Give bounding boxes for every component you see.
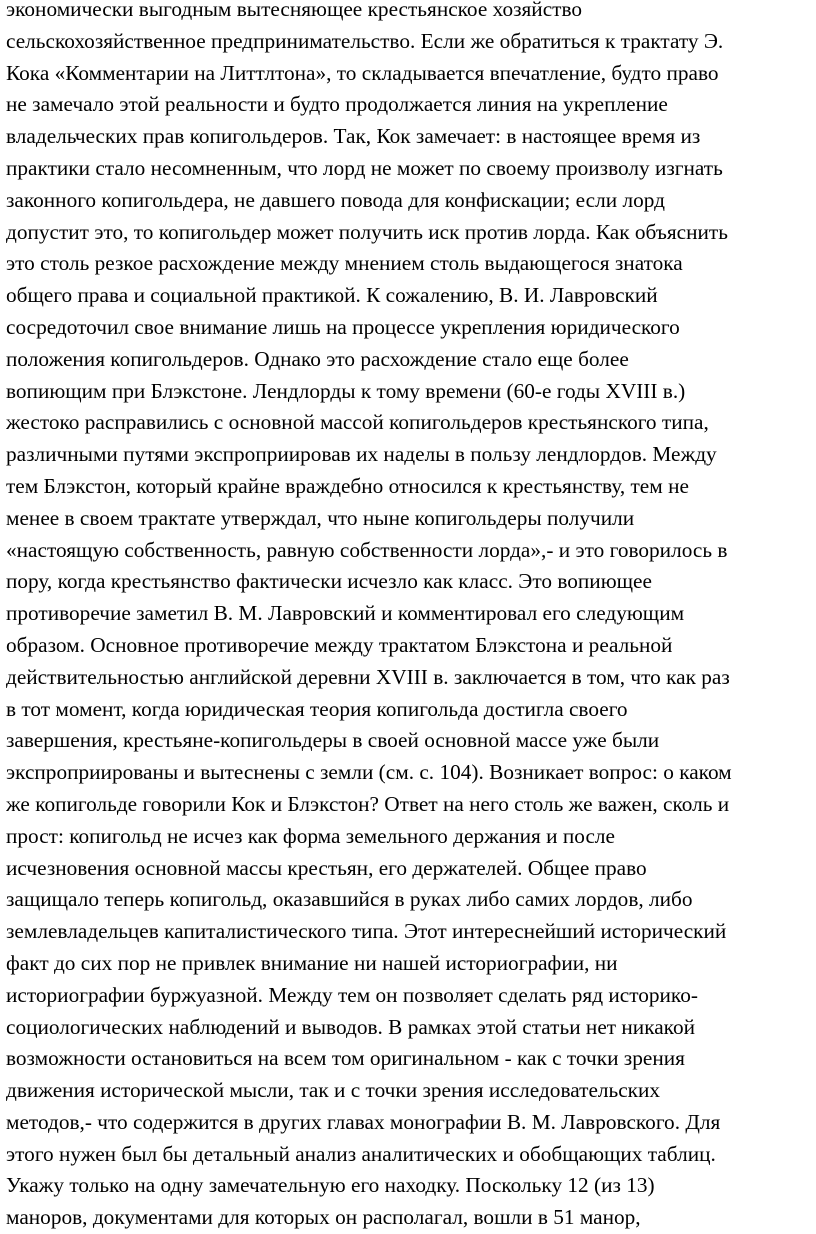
text-line: положения копигольдеров. Однако это расхождение стало еще более [6, 346, 629, 371]
text-line: это столь резкое расхождение между мнением столь выдающегося знатока [6, 251, 683, 276]
text-line: вопиющим при Блэкстоне. Лендлорды к тому времени (60-е годы XVIII в.) [6, 378, 686, 403]
text-line: же копигольде говорили Кок и Блэкстон? Ответ на него столь же важен, сколь и [6, 791, 730, 816]
text-line: допустит это, то копигольдер может получить иск против лорда. Как объяснить [6, 219, 728, 244]
text-line: общего права и социальной практикой. К сожалению, В. И. Лавровский [6, 283, 658, 308]
text-line: практики стало несомненным, что лорд не может по своему произволу изгнать [6, 155, 723, 180]
text-line: различными путями экспроприировав их наделы в пользу лендлордов. Между [6, 442, 717, 467]
text-line: движения исторической мысли, так и с точки зрения исследовательских [6, 1078, 661, 1103]
text-line: сельскохозяйственное предпринимательство. Если же обратиться к трактату Э. [6, 28, 724, 53]
text-line: маноров, документами для которых он располагал, вошли в 51 манор, [6, 1205, 641, 1230]
text-line: исчезновения основной массы крестьян, его держателей. Общее право [6, 855, 647, 880]
text-line: завершения, крестьяне-копигольдеры в своей основной массе уже были [6, 728, 660, 753]
text-line: методов,- что содержится в других главах монографии В. М. Лавровского. Для [6, 1109, 721, 1134]
text-line: пору, когда крестьянство фактически исчезло как класс. Это вопиющее [6, 569, 652, 594]
text-line: землевладельцев капиталистического типа. Этот интереснейший исторический [6, 919, 727, 944]
text-line: защищало теперь копигольд, оказавшийся в руках либо самих лордов, либо [6, 887, 693, 912]
text-line: менее в своем трактате утверждал, что ныне копигольдеры получили [6, 505, 635, 530]
text-line: законного копигольдера, не давшего повода для конфискации; если лорд [6, 187, 665, 212]
text-line: экономически выгодным вытесняющее крестьянское хозяйство [6, 0, 583, 21]
text-line: действительностью английской деревни XVIII в. заключается в том, что как раз [6, 664, 730, 689]
text-line: факт до сих пор не привлек внимание ни нашей историографии, ни [6, 950, 618, 975]
text-line: экспроприированы и вытеснены с земли (см. с. 104). Возникает вопрос: о каком [6, 760, 732, 785]
text-line: Кока «Комментарии на Литтлтона», то складывается впечатление, будто право [6, 60, 719, 85]
text-line: не замечало этой реальности и будто продолжается линия на укрепление [6, 92, 668, 117]
text-line: этого нужен был бы детальный анализ аналитических и обобщающих таблиц. [6, 1141, 716, 1166]
text-line: «настоящую собственность, равную собственности лорда»,- и это говорилось в [6, 537, 728, 562]
body-text [6, 0, 810, 1234]
text-line: историографии буржуазной. Между тем он позволяет сделать ряд историко- [6, 982, 698, 1007]
text-line: Укажу только на одну замечательную его находку. Поскольку 12 (из 13) [6, 1173, 655, 1198]
text-line: образом. Основное противоречие между трактатом Блэкстона и реальной [6, 632, 673, 657]
text-line: жестоко расправились с основной массой копигольдеров крестьянского типа, [6, 410, 709, 435]
text-line: тем Блэкстон, который крайне враждебно относился к крестьянству, тем не [6, 473, 689, 498]
text-line: сосредоточил свое внимание лишь на процессе укрепления юридического [6, 314, 680, 339]
text-line: возможности остановиться на всем том оригинальном - как с точки зрения [6, 1046, 685, 1071]
text-line: социологических наблюдений и выводов. В рамках этой статьи нет никакой [6, 1014, 695, 1039]
text-line: в тот момент, когда юридическая теория копигольда достигла своего [6, 696, 628, 721]
text-line: прост: копигольд не исчез как форма земельного держания и после [6, 823, 615, 848]
text-line: владельческих прав копигольдеров. Так, Кок замечает: в настоящее время из [6, 124, 701, 149]
text-line: противоречие заметил В. М. Лавровский и комментировал его следующим [6, 601, 685, 626]
